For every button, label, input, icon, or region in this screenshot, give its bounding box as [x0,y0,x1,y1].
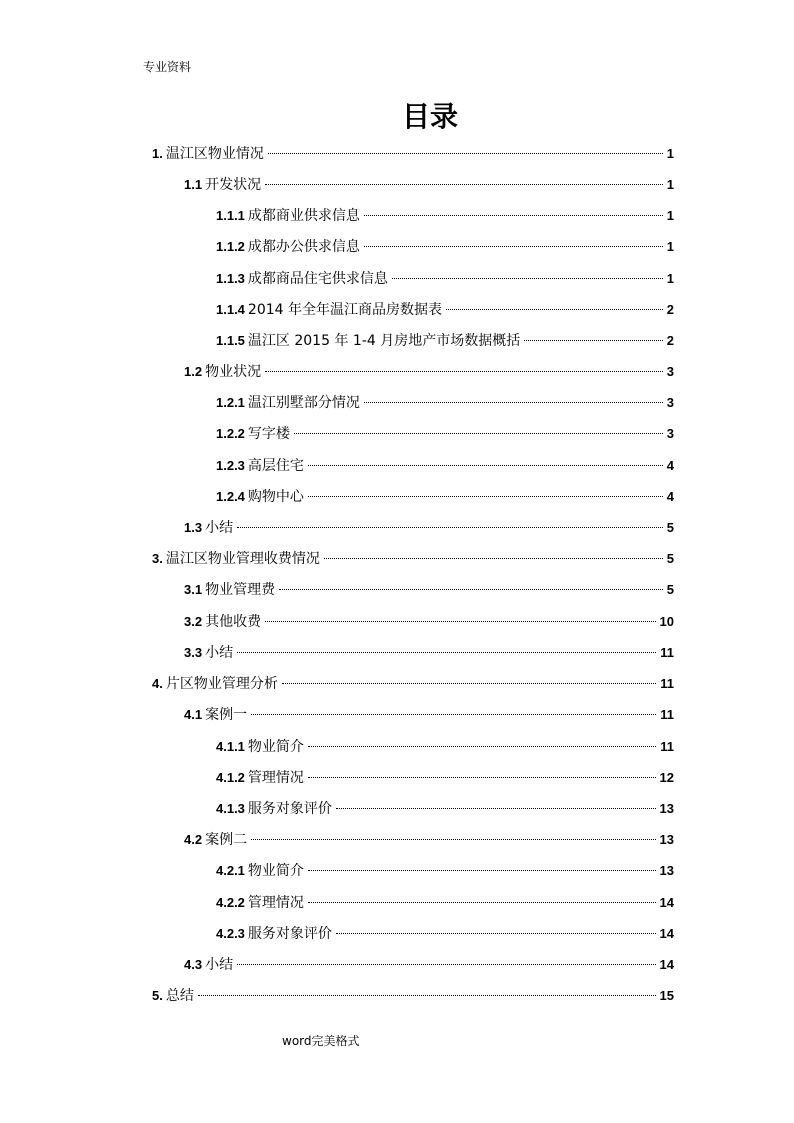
toc-entry[interactable] [216,299,674,321]
toc-dot-leader [524,340,663,341]
toc-entry-title: 总结 [165,988,194,1004]
toc-page-number: 5 [666,551,674,566]
toc-dot-leader [364,215,663,216]
toc-entry[interactable] [216,798,674,820]
toc-page-number: 14 [659,926,674,941]
toc-dot-leader [308,777,656,778]
toc-entry-number: 1.2.2 [216,426,245,441]
toc-entry[interactable] [152,985,674,1007]
toc-page-number: 11 [660,676,674,691]
toc-page-number: 1 [666,177,674,192]
toc-entry-title: 成都商品住宅供求信息 [247,271,388,287]
toc-entry-number: 3.3 [184,645,203,660]
toc-entry-number: 4.3 [184,957,203,972]
toc-entry-title: 高层住宅 [247,458,304,474]
toc-entry-title: 温江区 2015 年 1-4 月房地产市场数据概括 [247,333,521,349]
toc-entry-number: 1.1.4 [216,302,245,317]
toc-dot-leader [392,278,663,279]
toc-dot-leader [364,246,663,247]
toc-entry-title: 开发状况 [205,177,262,193]
toc-entry-title: 物业状况 [205,364,262,380]
toc-entry-title: 案例二 [205,832,248,848]
toc-entry-title: 温江区物业管理收费情况 [165,551,320,567]
toc-entry[interactable] [152,143,674,165]
toc-entry-number: 1.1.1 [216,208,245,223]
toc-page-number: 11 [660,645,674,660]
toc-entry[interactable] [152,673,674,695]
toc-entry-title: 其他收费 [205,614,262,630]
toc-entry[interactable] [184,954,674,976]
toc-entry-number: 1. [152,146,163,161]
toc-entry-title: 服务对象评价 [247,801,332,817]
toc-entry[interactable] [184,704,674,726]
toc-entry-number: 4.1.2 [216,770,245,785]
toc-entry-title: 案例一 [205,707,248,723]
toc-dot-leader [294,433,663,434]
toc-entry-number: 4.1.1 [216,739,245,754]
toc-entry-number: 4.2.3 [216,926,245,941]
toc-entry[interactable] [216,923,674,945]
toc-page-number: 13 [659,863,674,878]
toc-page-number: 3 [666,364,674,379]
toc-entry[interactable] [216,767,674,789]
toc-page-number: 1 [666,208,674,223]
toc-entry-number: 4.1 [184,707,203,722]
toc-page-number: 2 [666,333,674,348]
toc-entry-number: 4.2.1 [216,863,245,878]
toc-page-number: 1 [666,146,674,161]
toc-entry[interactable] [184,611,674,633]
toc-entry[interactable] [216,423,674,445]
toc-entry-title: 管理情况 [247,895,304,911]
toc-entry[interactable] [216,205,674,227]
toc-dot-leader [237,527,663,528]
toc-entry-number: 4. [152,676,163,691]
toc-dot-leader [279,589,663,590]
toc-entry-title: 成都办公供求信息 [247,239,360,255]
toc-entry-number: 1.2.3 [216,458,245,473]
toc-dot-leader [308,746,656,747]
toc-entry-title: 写字楼 [247,426,290,442]
toc-page-number: 1 [666,271,674,286]
toc-entry-number: 3.2 [184,614,203,629]
toc-dot-leader [237,652,656,653]
toc-page-number: 11 [660,707,674,722]
toc-page-number: 2 [666,302,674,317]
toc-entry-number: 1.2 [184,364,203,379]
toc-dot-leader [308,870,656,871]
toc-dot-leader [308,496,663,497]
toc-dot-leader [308,902,656,903]
toc-dot-leader [324,558,663,559]
toc-entry-title: 温江区物业情况 [165,146,264,162]
toc-entry-title: 成都商业供求信息 [247,208,360,224]
toc-dot-leader [336,933,656,934]
toc-entry-title: 温江别墅部分情况 [247,395,360,411]
toc-entry-number: 1.1 [184,177,203,192]
toc-page-number: 15 [659,988,674,1003]
toc-entry[interactable] [184,361,674,383]
toc-entry-title: 小结 [205,520,234,536]
toc-entry-number: 1.3 [184,520,203,535]
toc-entry-number: 3.1 [184,582,203,597]
toc-entry[interactable] [216,736,674,758]
toc-entry[interactable] [216,486,674,508]
toc-entry-number: 3. [152,551,163,566]
toc-entry[interactable] [216,392,674,414]
toc-entry-number: 1.1.2 [216,239,245,254]
toc-dot-leader [237,964,655,965]
toc-entry-number: 1.1.5 [216,333,245,348]
toc-entry-number: 4.1.3 [216,801,245,816]
toc-entry[interactable] [184,642,674,664]
toc-entry-title: 片区物业管理分析 [165,676,278,692]
toc-entry-title: 购物中心 [247,489,304,505]
toc-dot-leader [268,153,663,154]
toc-entry-title: 小结 [205,645,234,661]
toc-entry-title: 2014 年全年温江商品房数据表 [247,302,443,318]
toc-page-number: 4 [666,458,674,473]
toc-entry-number: 1.2.1 [216,395,245,410]
toc-page-number: 3 [666,426,674,441]
toc-page-number: 11 [660,739,674,754]
toc-page-number: 5 [666,520,674,535]
toc-entry[interactable] [216,268,674,290]
toc-entry-title: 小结 [205,957,234,973]
toc-page-number: 13 [659,832,674,847]
page-footer: word完美格式 [282,1034,360,1048]
toc-dot-leader [364,402,663,403]
toc-entry-number: 1.2.4 [216,489,245,504]
toc-dot-leader [265,621,655,622]
toc-entry[interactable] [216,236,674,258]
toc-dot-leader [251,714,656,715]
toc-entry-title: 服务对象评价 [247,926,332,942]
toc-entry[interactable] [184,517,674,539]
toc-entry[interactable] [216,455,674,477]
toc-entry-title: 物业简介 [247,739,304,755]
toc-entry[interactable] [216,860,674,882]
toc-dot-leader [198,995,656,996]
toc-page-number: 14 [659,957,674,972]
toc-entry-title: 物业简介 [247,863,304,879]
toc-page-number: 12 [659,770,674,785]
toc-page-number: 3 [666,395,674,410]
toc-entry[interactable] [216,892,674,914]
toc-page-number: 10 [659,614,674,629]
page-header: 专业资料 [143,60,192,74]
toc-entry[interactable] [184,829,674,851]
page-title: 目录 [401,100,458,133]
toc-entry-number: 1.1.3 [216,271,245,286]
toc-page-number: 14 [659,895,674,910]
toc-dot-leader [265,184,663,185]
toc-entry-number: 4.2.2 [216,895,245,910]
toc-page-number: 4 [666,489,674,504]
toc-dot-leader [251,839,655,840]
toc-entry[interactable] [152,548,674,570]
toc-entry-number: 4.2 [184,832,203,847]
toc-entry[interactable] [184,174,674,196]
toc-entry[interactable] [216,330,674,352]
toc-entry[interactable] [184,579,674,601]
toc-dot-leader [282,683,656,684]
toc-page-number: 1 [666,239,674,254]
toc-page-number: 5 [666,582,674,597]
toc-page-number: 13 [659,801,674,816]
toc-entry-number: 5. [152,988,163,1003]
toc-dot-leader [336,808,656,809]
toc-dot-leader [308,465,663,466]
toc-dot-leader [446,309,663,310]
toc-dot-leader [265,371,663,372]
toc-entry-title: 管理情况 [247,770,304,786]
toc-entry-title: 物业管理费 [205,582,276,598]
